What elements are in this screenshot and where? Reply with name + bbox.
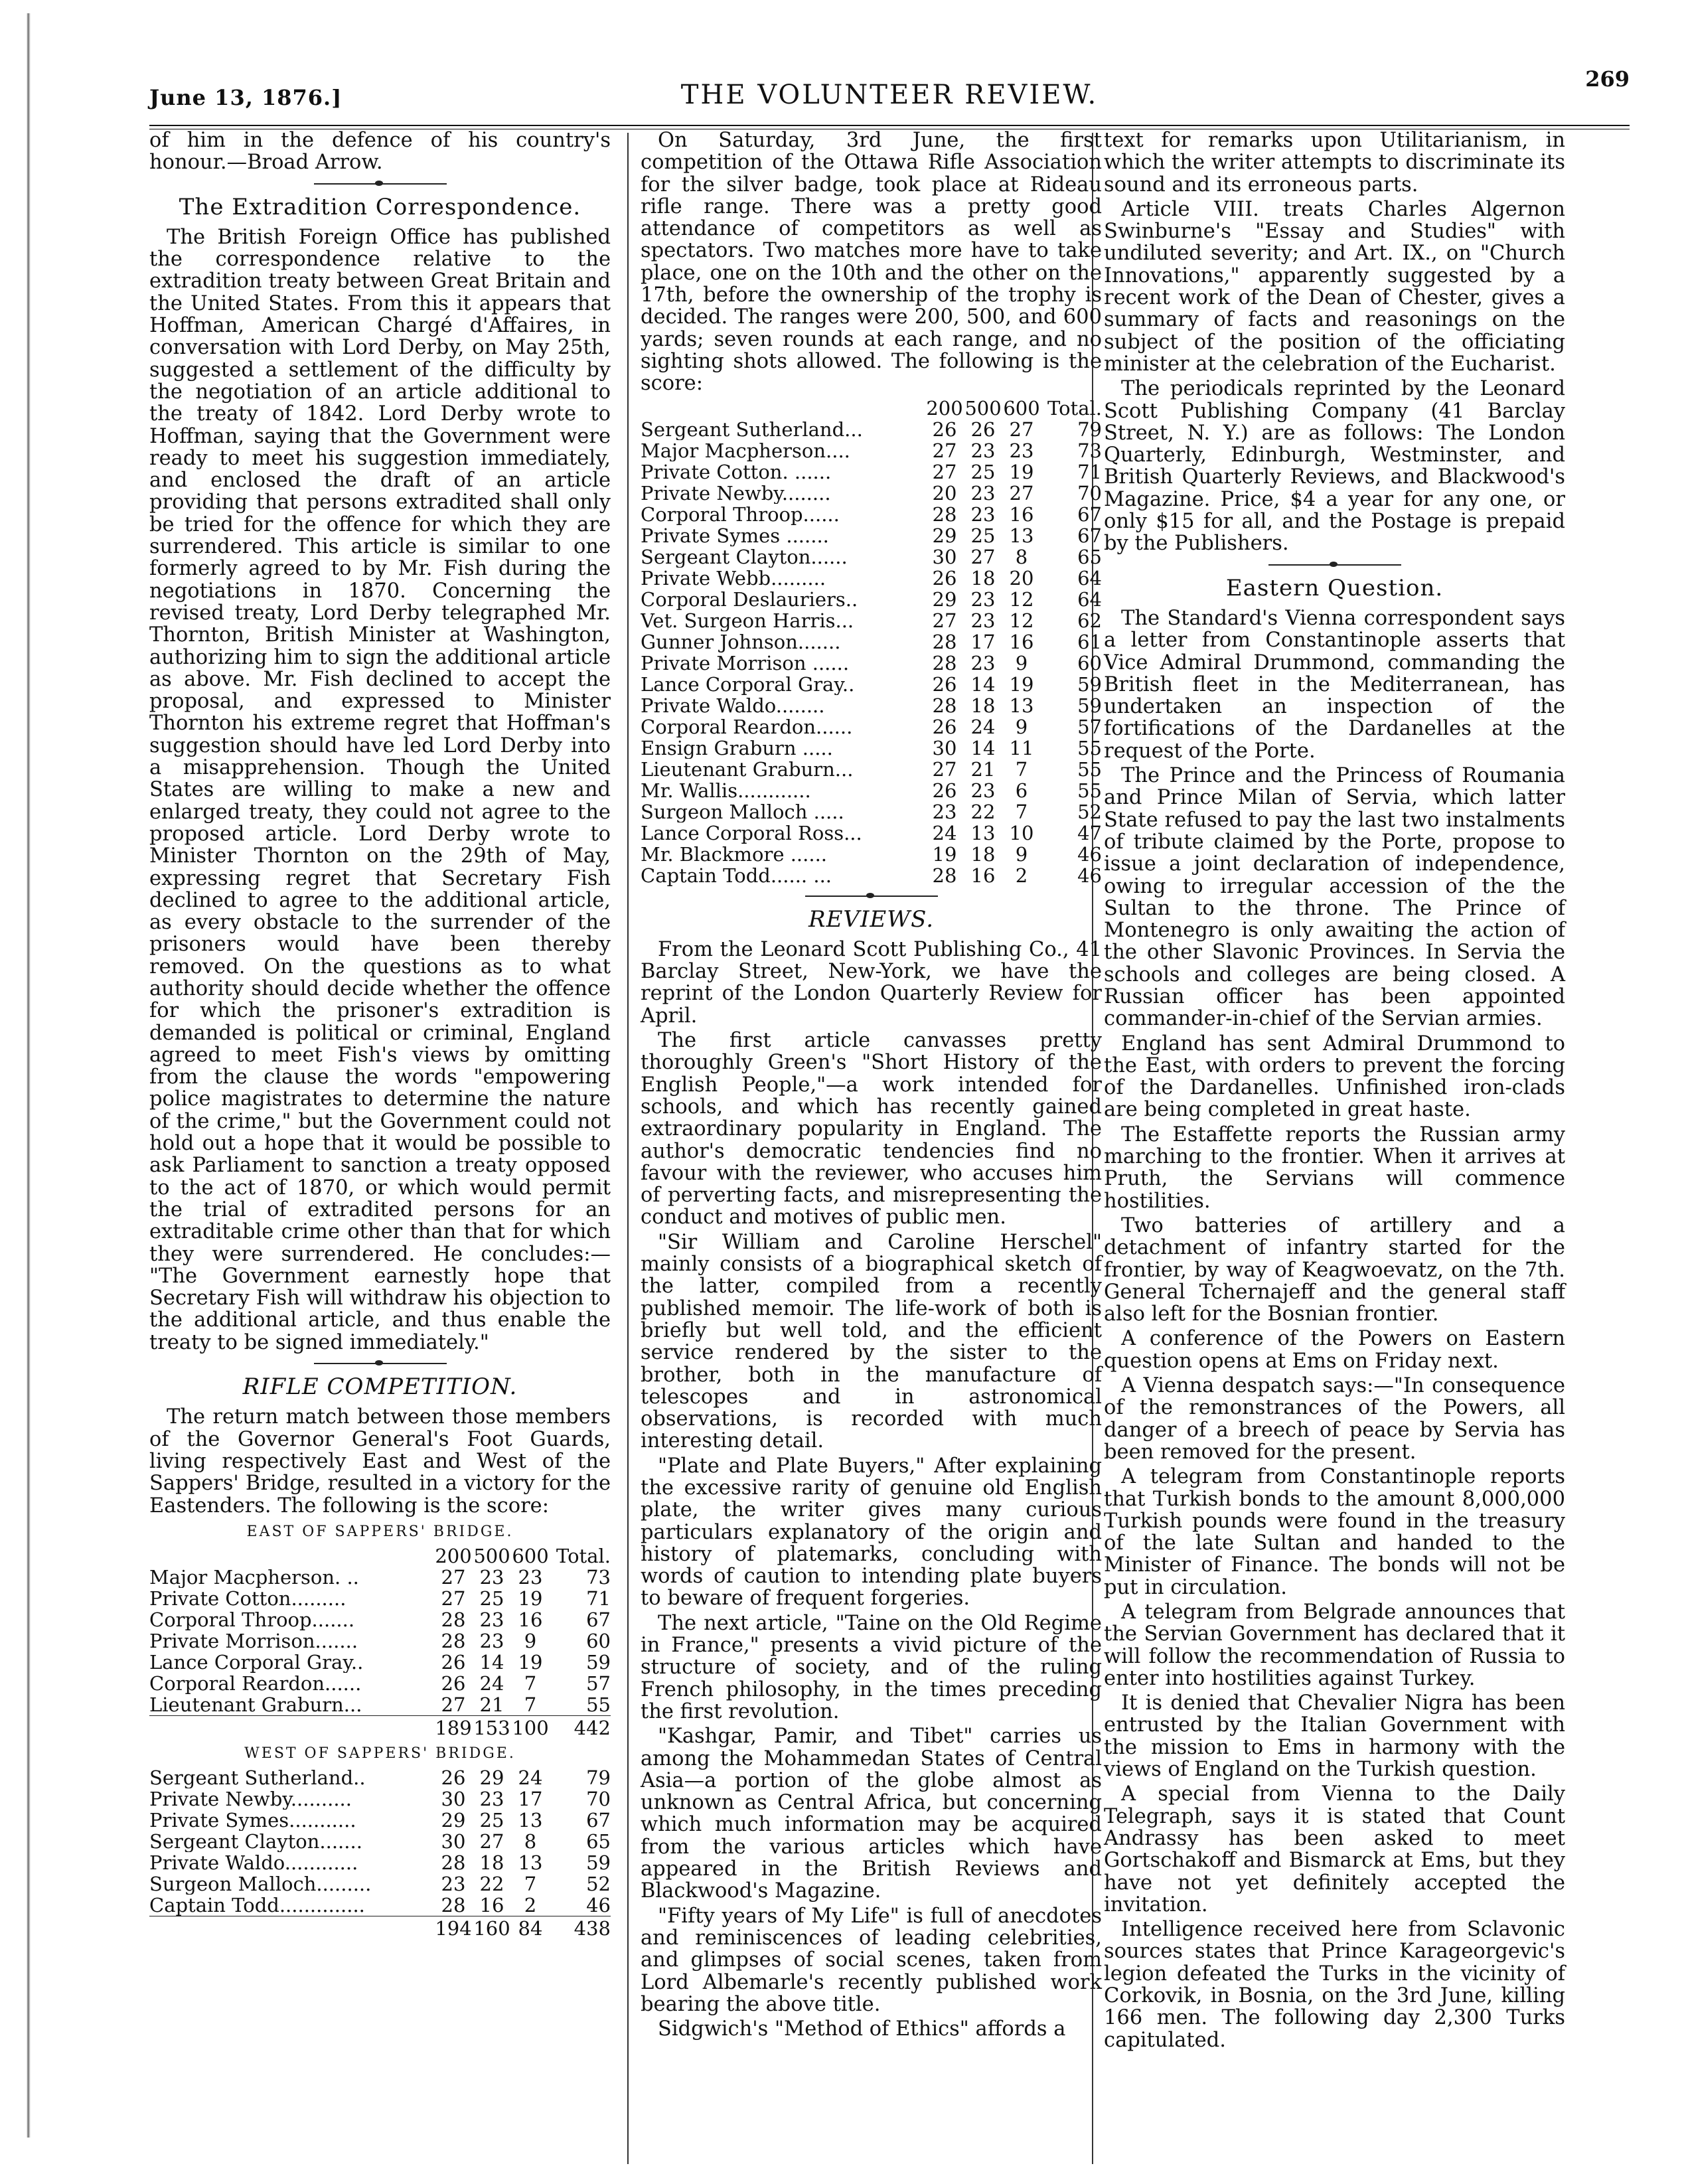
news-paragraph: The Prince and the Princess of Roumania and Prince Milan of Servia, which latter State refused to pay the last two instalments of tribute claimed by the Porte, propose to issue a joint declaration of independence, owing to irregular accession of the the Sultan to the throne. The Prince of Montenegro is only awaiting the action of the other Slavonic Provinces. In Servia the schools and colleges are being closed. A Russian officer has been appointed commander-in-chief of the Servian armies. bbox=[1104, 764, 1565, 1031]
range-score: 23 bbox=[518, 1566, 543, 1589]
competitor-name: Captain Todd...... ... bbox=[641, 864, 832, 886]
range-score: 25 bbox=[970, 524, 996, 547]
news-paragraph: It is denied that Chevalier Nigra has been entrusted by the Italian Government with the mission to Ems in harmony with the views of England on the Turkish question. bbox=[1104, 1691, 1565, 1782]
range-score: 7 bbox=[1015, 800, 1028, 823]
total-score: 60 bbox=[1077, 651, 1102, 674]
table-row bbox=[641, 631, 1102, 653]
news-paragraph: Two batteries of artillery and a detachment of infantry started for the frontier, by way of Keagwoevatz, on the 7th. General Tchernajeff and the general staff also left for the Bosnian frontier. bbox=[1104, 1213, 1565, 1326]
range-score: 27 bbox=[1009, 418, 1034, 441]
range-score: 13 bbox=[970, 821, 996, 844]
range-score: 16 bbox=[1009, 503, 1034, 526]
table-total-row bbox=[149, 1716, 611, 1739]
range-score: 23 bbox=[1009, 439, 1034, 462]
total-score: 59 bbox=[1077, 672, 1102, 696]
range-score: 9 bbox=[1015, 842, 1028, 866]
reviews-heading: REVIEWS. bbox=[808, 905, 935, 933]
range-score: 29 bbox=[479, 1766, 504, 1790]
range-score: 2 bbox=[1015, 864, 1028, 887]
rifle-competition-heading: RIFLE COMPETITION. bbox=[242, 1373, 518, 1401]
table-row bbox=[149, 1630, 611, 1652]
range-score: 12 bbox=[1009, 587, 1034, 611]
table-row bbox=[641, 525, 1102, 546]
page-number: 269 bbox=[1585, 66, 1630, 92]
range-score: 28 bbox=[932, 694, 957, 717]
range-score: 26 bbox=[970, 418, 996, 441]
total-score: 55 bbox=[1077, 736, 1102, 759]
total-cell: 438 bbox=[550, 1916, 611, 1940]
news-paragraph: A special from Vienna to the Daily Telegraph, says it is stated that Count Andrassy has been asked to meet Gortschakoff and Bismarck at Ems, but they have not yet definitely accepted the invitation. bbox=[1104, 1782, 1565, 1916]
table-row bbox=[149, 1895, 611, 1916]
competitor-name: Private Waldo........ bbox=[641, 694, 825, 716]
range-score: 23 bbox=[970, 587, 996, 611]
table-row bbox=[641, 865, 1102, 886]
range-score: 18 bbox=[970, 842, 996, 866]
review-paragraph: The next article, "Taine on the Old Regime in France," presents a vivid picture of the structure of society, and of the ruling French philosophy, in the times preceding the first revolution. bbox=[641, 1611, 1102, 1723]
competitor-name: Private Morrison ...... bbox=[641, 652, 850, 674]
range-score: 28 bbox=[441, 1894, 466, 1917]
range-score: 18 bbox=[970, 566, 996, 589]
table-row bbox=[149, 1567, 611, 1588]
range-score: 9 bbox=[524, 1630, 537, 1653]
competitor-name: Corporal Deslauriers.. bbox=[641, 588, 858, 610]
range-score: 6 bbox=[1015, 779, 1028, 802]
column-1 bbox=[149, 129, 611, 1943]
range-score: 19 bbox=[1009, 672, 1034, 696]
total-score: 60 bbox=[586, 1630, 611, 1653]
column-header: 200 bbox=[435, 1545, 472, 1568]
total-score: 70 bbox=[1077, 481, 1102, 505]
east-table-label: EAST OF SAPPERS' BRIDGE. bbox=[246, 1523, 514, 1540]
review-paragraph: Sidgwich's "Method of Ethics" affords a bbox=[658, 2017, 1066, 2041]
total-score: 55 bbox=[586, 1693, 611, 1717]
column-header: Total. bbox=[556, 1545, 611, 1568]
range-score: 16 bbox=[518, 1608, 543, 1632]
range-score: 25 bbox=[479, 1809, 504, 1832]
west-score-rows bbox=[149, 1767, 611, 1916]
total-score: 65 bbox=[586, 1830, 611, 1853]
range-score: 9 bbox=[1015, 715, 1028, 738]
range-score: 23 bbox=[441, 1873, 466, 1896]
competitor-name: Corporal Throop...... bbox=[641, 503, 840, 525]
range-score: 28 bbox=[441, 1630, 466, 1653]
table-row bbox=[149, 1873, 611, 1895]
range-score: 23 bbox=[970, 439, 996, 462]
range-score: 13 bbox=[518, 1851, 543, 1875]
table-row bbox=[641, 546, 1102, 568]
news-paragraph: The Estaffette reports the Russian army marching to the frontier. When it arrives at Pruth, the Servians will commence hostilities. bbox=[1104, 1123, 1565, 1213]
table-total-row bbox=[149, 1916, 611, 1940]
column-header: Total. bbox=[1047, 396, 1102, 420]
range-score: 27 bbox=[441, 1693, 466, 1717]
total-score: 57 bbox=[1077, 715, 1102, 738]
competitor-name: Sergeant Sutherland.. bbox=[149, 1767, 366, 1789]
range-score: 30 bbox=[441, 1830, 466, 1853]
range-score: 20 bbox=[1009, 566, 1034, 589]
badge-score-rows bbox=[641, 419, 1102, 886]
total-score: 52 bbox=[1077, 800, 1102, 823]
news-paragraph: A Vienna despatch says:—"In consequence of the remonstrances of the Powers, all danger of a breech of peace by Servia has been removed for the present. bbox=[1104, 1374, 1565, 1464]
table-row bbox=[641, 801, 1102, 822]
total-cell: 194 bbox=[435, 1917, 472, 1940]
total-cell: 442 bbox=[550, 1716, 611, 1739]
range-score: 20 bbox=[932, 481, 957, 505]
total-score: 79 bbox=[586, 1766, 611, 1790]
article-tail: of him in the defence of his country's honour.—Broad Arrow. bbox=[149, 129, 611, 175]
competitor-name: Private Symes ....... bbox=[641, 524, 829, 546]
total-score: 65 bbox=[1077, 545, 1102, 568]
table-row bbox=[149, 1652, 611, 1673]
eastern-question-heading: Eastern Question. bbox=[1225, 574, 1444, 601]
range-score: 25 bbox=[479, 1587, 504, 1610]
table-row bbox=[641, 504, 1102, 525]
range-score: 7 bbox=[524, 1873, 537, 1896]
range-score: 22 bbox=[970, 800, 996, 823]
news-paragraph: England has sent Admiral Drummond to the East, with orders to prevent the forcing of the Dardanelles. Unfinished iron-clads are being completed in great haste. bbox=[1104, 1032, 1565, 1122]
range-score: 23 bbox=[970, 779, 996, 802]
range-score: 27 bbox=[970, 545, 996, 568]
east-score-table bbox=[149, 1545, 611, 1739]
range-score: 7 bbox=[524, 1693, 537, 1717]
range-score: 29 bbox=[932, 587, 957, 611]
range-score: 26 bbox=[932, 418, 957, 441]
review-paragraph: "Plate and Plate Buyers," After explaining the excessive rarity of genuine old English plate, the writer gives many curious particulars explanatory of the origin and history of platemarks, concluding with words of caution to intending plate buyers to beware of frequent forgeries. bbox=[641, 1454, 1102, 1610]
range-score: 28 bbox=[932, 651, 957, 674]
total-score: 67 bbox=[586, 1809, 611, 1832]
news-paragraph: A telegram from Constantinople reports that Turkish bonds to the amount 8,000,000 Turkish pounds were found in the treasury of the late Sultan and handed to the Minister of Finance. The bonds will not be put in circulation. bbox=[1104, 1465, 1565, 1599]
competitor-name: Gunner Johnson....... bbox=[641, 631, 841, 653]
news-paragraph: Intelligence received here from Sclavonic sources states that Prince Karageorgevic's legion defeated the Turks in the vicinity of Corkovik, in Bosnia, on the 3rd June, killing 166 men. The following day 2,300 Turks capitulated. bbox=[1104, 1918, 1565, 2052]
range-score: 21 bbox=[479, 1693, 504, 1717]
badge-competition-paragraph: On Saturday, 3rd June, the first competition of the Ottawa Rifle Association for the silver badge, took place at Rideau rifle range. There was a pretty good attendance of competitors as well as spectators. Two matches more have to take place, one on the 10th and the other on the 17th, before the ownership of the trophy is decided. The ranges were 200, 500, and 600 yards; seven rounds at each range, and no sighting shots allowed. The following is the score: bbox=[641, 129, 1102, 396]
table-row bbox=[149, 1831, 611, 1852]
total-score: 59 bbox=[1077, 694, 1102, 717]
competitor-name: Major Macpherson. .. bbox=[149, 1567, 359, 1589]
total-score: 79 bbox=[1077, 418, 1102, 441]
news-paragraph: The Standard's Vienna correspondent says a letter from Constantinople asserts that Vice Admiral Drummond, commanding the British fleet in the Mediterranean, has undertaken an inspection of the fortifications of the Dardanelles at the request of the Porte. bbox=[1104, 606, 1565, 763]
total-score: 67 bbox=[586, 1608, 611, 1632]
competitor-name: Lance Corporal Gray.. bbox=[149, 1652, 364, 1674]
range-score: 10 bbox=[1009, 821, 1034, 844]
range-score: 16 bbox=[1009, 630, 1034, 653]
total-score: 62 bbox=[1077, 609, 1102, 632]
total-score: 73 bbox=[1077, 439, 1102, 462]
total-score: 46 bbox=[1077, 864, 1102, 887]
range-score: 23 bbox=[970, 651, 996, 674]
range-score: 19 bbox=[932, 842, 957, 866]
competitor-name: Surgeon Malloch......... bbox=[149, 1873, 372, 1895]
range-score: 26 bbox=[441, 1651, 466, 1674]
review-paragraph: From the Leonard Scott Publishing Co., 41 Barclay Street, New-York, we have the reprint of the London Quarterly Review for April. bbox=[641, 937, 1102, 1028]
competitor-name: Corporal Throop....... bbox=[149, 1609, 355, 1631]
range-score: 27 bbox=[441, 1587, 466, 1610]
table-row bbox=[641, 461, 1102, 483]
range-score: 27 bbox=[441, 1566, 466, 1589]
range-score: 19 bbox=[518, 1651, 543, 1674]
range-score: 24 bbox=[932, 821, 957, 844]
review-paragraph: Article VIII. treats Charles Algernon Swinburne's "Essay and Studies" with undiluted severity; and Art. IX., on "Church Innovations," apparently suggested by a recent work of the Dean of Chester, gives a summary of facts and reasonings on the subject of the position of the officiating minister at the celebration of the Eucharist. bbox=[1104, 197, 1565, 376]
range-score: 26 bbox=[441, 1672, 466, 1695]
competitor-name: Major Macpherson.... bbox=[641, 439, 850, 461]
table-row bbox=[641, 844, 1102, 865]
range-score: 26 bbox=[932, 672, 957, 696]
competitor-name: Sergeant Clayton...... bbox=[641, 546, 848, 568]
range-score: 19 bbox=[1009, 460, 1034, 483]
issue-date: June 13, 1876.] bbox=[149, 85, 343, 110]
total-cell: 100 bbox=[512, 1717, 549, 1740]
table-row bbox=[641, 610, 1102, 631]
total-cell: 189 bbox=[435, 1717, 472, 1740]
total-score: 73 bbox=[586, 1566, 611, 1589]
range-score: 30 bbox=[441, 1788, 466, 1811]
range-score: 13 bbox=[1009, 694, 1034, 717]
total-score: 46 bbox=[586, 1894, 611, 1917]
column-header: 500 bbox=[964, 396, 1002, 420]
competitor-name: Captain Todd.............. bbox=[149, 1895, 365, 1916]
total-score: 61 bbox=[1077, 630, 1102, 653]
range-score: 24 bbox=[479, 1672, 504, 1695]
total-score: 70 bbox=[586, 1788, 611, 1811]
extradition-paragraph: The British Foreign Office has published the correspondence relative to the extradition treaty between Great Britain and the United States. From this it appears that Hoffman, American Chargé d'Affaires, in conversation with Lord Derby, on May 25th, suggested a settlement of the difficulty by the negotiation of an article additional to the treaty of 1842. Lord Derby wrote to Hoffman, saying that the Government were ready to meet his suggestion immediately, and enclosed the draft of an article providing that persons extradited shall only be tried for the offence for which they are surrendered. This article is similar to one formerly agreed to by Mr. Fish during the negotiations in 1870. Concerning the revised treaty, Lord Derby telegraphed Mr. Thornton, British Minister at Washington, authorizing him to sign the additional article as above. Mr. Fish declined to accept the proposal, and expressed to Minister Thornton his extreme regret that Hoffman's suggestion should have led Lord Derby into a misapprehension. Though the United States are willing to make a new and enlarged treaty, they could not agree to the proposed article. Lord Derby wrote to Minister Thornton on the 29th of May, expressing regret that Secretary Fish declined to agree to the additional article, as every obstacle to the surrender of the prisoners would have been thereby removed. On the questions as to what authority should decide whether the offence for which the prisoner's extradition is demanded is political or criminal, England agreed to meet Fish's views by omitting from the clause the words "empowering police magistrates to determine the nature of the crime," but the Government could not hold out a hope that it would be possible to ask Parliament to sanction a treaty opposed to the act of 1870, or which would permit the trial of extradited persons for an extraditable crime other than that for which they were surrendered. He concludes:— "The Government earnestly hope that Secretary Fish will withdraw his objection to the additional article, and thus enable the treaty to be signed immediately." bbox=[149, 225, 611, 1354]
range-score: 28 bbox=[441, 1851, 466, 1875]
table-row bbox=[641, 419, 1102, 440]
range-score: 27 bbox=[932, 609, 957, 632]
range-score: 23 bbox=[932, 800, 957, 823]
competitor-name: Surgeon Malloch ..... bbox=[641, 801, 844, 822]
competitor-name: Sergeant Clayton....... bbox=[149, 1831, 362, 1853]
competitor-name: Private Webb......... bbox=[641, 567, 826, 589]
table-row bbox=[641, 759, 1102, 780]
competitor-name: Mr. Wallis............ bbox=[641, 779, 811, 801]
range-score: 29 bbox=[441, 1809, 466, 1832]
range-score: 13 bbox=[518, 1809, 543, 1832]
range-score: 27 bbox=[932, 439, 957, 462]
competitor-name: Private Symes........... bbox=[149, 1810, 356, 1832]
total-cell: 84 bbox=[511, 1916, 550, 1940]
table-row bbox=[641, 738, 1102, 759]
news-paragraph: A conference of the Powers on Eastern question opens at Ems on Friday next. bbox=[1104, 1327, 1565, 1373]
range-score: 8 bbox=[1015, 545, 1028, 568]
column-2 bbox=[641, 129, 1102, 2043]
competitor-name: Lieutenant Graburn... bbox=[641, 758, 854, 780]
review-paragraph: "Kashgar, Pamir, and Tibet" carries us among the Mohammedan States of Central Asia—a portion of the globe almost as unknown as Central Africa, but concerning which much information may be acquired from the various articles which have appeared in the British Reviews and Blackwood's Magazine. bbox=[641, 1725, 1102, 1903]
column-header: 600 bbox=[1003, 396, 1040, 420]
range-score: 7 bbox=[1015, 757, 1028, 781]
table-row bbox=[149, 1673, 611, 1694]
competitor-name: Private Cotton. ...... bbox=[641, 461, 832, 483]
column-3 bbox=[1104, 129, 1565, 2054]
competitor-name: Private Cotton......... bbox=[149, 1588, 346, 1610]
range-score: 27 bbox=[932, 757, 957, 781]
competitor-name: Private Waldo............ bbox=[149, 1852, 358, 1874]
review-paragraph: "Fifty years of My Life" is full of anecdotes and reminiscences of leading celebrities, and glimpses of social scenes, taken from Lord Albemarle's recently published work bearing the above title. bbox=[641, 1904, 1102, 2016]
competitor-name: Corporal Reardon...... bbox=[641, 716, 853, 738]
table-row bbox=[149, 1588, 611, 1609]
west-table-label: WEST OF SAPPERS' BRIDGE. bbox=[244, 1745, 516, 1762]
review-continuation: text for remarks upon Utilitarianism, in which the writer attempts to discriminate its sound and its erroneous parts. bbox=[1104, 129, 1565, 196]
total-score: 64 bbox=[1077, 566, 1102, 589]
table-row bbox=[149, 1694, 611, 1716]
range-score: 14 bbox=[479, 1651, 504, 1674]
range-score: 17 bbox=[518, 1788, 543, 1811]
range-score: 11 bbox=[1009, 736, 1034, 759]
review-paragraph: "Sir William and Caroline Herschel" mainly consists of a biographical sketch of the latter, compiled from a recently published memoir. The life-work of both is briefly but well told, and the efficient service rendered by the sister to the brother, both in the manufacture of telescopes and in astronomical observations, is recorded with much interesting detail. bbox=[641, 1230, 1102, 1453]
table-row bbox=[149, 1788, 611, 1810]
table-row bbox=[641, 440, 1102, 461]
total-score: 55 bbox=[1077, 779, 1102, 802]
rifle-paragraph: The return match between those members of the Governor General's Foot Guards, living respectively East and West of the Sappers' Bridge, resulted in a victory for the Eastenders. The following is the score: bbox=[149, 1405, 611, 1518]
range-score: 17 bbox=[970, 630, 996, 653]
table-row bbox=[641, 716, 1102, 738]
range-score: 23 bbox=[479, 1788, 504, 1811]
table-row bbox=[641, 589, 1102, 610]
total-score: 55 bbox=[1077, 757, 1102, 781]
extradition-heading: The Extradition Correspondence. bbox=[179, 193, 581, 220]
range-score: 22 bbox=[479, 1873, 504, 1896]
range-score: 24 bbox=[970, 715, 996, 738]
competitor-name: Lieutenant Graburn... bbox=[149, 1694, 362, 1716]
range-score: 14 bbox=[970, 672, 996, 696]
range-score: 23 bbox=[479, 1566, 504, 1589]
table-row bbox=[149, 1810, 611, 1831]
total-score: 71 bbox=[1077, 460, 1102, 483]
range-score: 23 bbox=[970, 481, 996, 505]
range-score: 18 bbox=[970, 694, 996, 717]
column-header: 600 bbox=[512, 1545, 549, 1568]
range-score: 23 bbox=[479, 1608, 504, 1632]
total-score: 67 bbox=[1077, 524, 1102, 547]
range-score: 29 bbox=[932, 524, 957, 547]
range-score: 30 bbox=[932, 736, 957, 759]
table-row bbox=[641, 674, 1102, 695]
total-score: 52 bbox=[586, 1873, 611, 1896]
range-score: 8 bbox=[524, 1830, 537, 1853]
total-score: 64 bbox=[1077, 587, 1102, 611]
table-row bbox=[641, 568, 1102, 589]
range-score: 28 bbox=[932, 864, 957, 887]
range-score: 26 bbox=[932, 566, 957, 589]
range-score: 25 bbox=[970, 460, 996, 483]
total-score: 59 bbox=[586, 1851, 611, 1875]
table-row bbox=[149, 1852, 611, 1873]
range-score: 23 bbox=[970, 503, 996, 526]
range-score: 7 bbox=[524, 1672, 537, 1695]
total-score: 57 bbox=[586, 1672, 611, 1695]
section-separator bbox=[314, 183, 447, 187]
table-row bbox=[641, 695, 1102, 716]
table-row bbox=[149, 1767, 611, 1788]
range-score: 16 bbox=[479, 1894, 504, 1917]
publication-title: THE VOLUNTEER REVIEW. bbox=[680, 80, 1099, 110]
range-score: 24 bbox=[518, 1766, 543, 1790]
range-score: 18 bbox=[479, 1851, 504, 1875]
range-score: 13 bbox=[1009, 524, 1034, 547]
table-row bbox=[149, 1609, 611, 1630]
column-divider bbox=[627, 133, 629, 2164]
table-row bbox=[641, 822, 1102, 844]
competitor-name: Vet. Surgeon Harris... bbox=[641, 609, 854, 631]
total-score: 59 bbox=[586, 1651, 611, 1674]
range-score: 21 bbox=[970, 757, 996, 781]
range-score: 9 bbox=[1015, 651, 1028, 674]
section-separator bbox=[1268, 564, 1401, 568]
west-score-table bbox=[149, 1767, 611, 1939]
range-score: 28 bbox=[932, 630, 957, 653]
range-score: 30 bbox=[932, 545, 957, 568]
total-score: 71 bbox=[586, 1587, 611, 1610]
range-score: 12 bbox=[1009, 609, 1034, 632]
range-score: 28 bbox=[441, 1608, 466, 1632]
total-score: 47 bbox=[1077, 821, 1102, 844]
competitor-name: Lance Corporal Gray.. bbox=[641, 673, 855, 695]
page-header bbox=[149, 66, 1630, 119]
range-score: 23 bbox=[970, 609, 996, 632]
range-score: 16 bbox=[970, 864, 996, 887]
badge-score-table bbox=[641, 398, 1102, 886]
competitor-name: Lance Corporal Ross... bbox=[641, 822, 862, 844]
east-score-rows bbox=[149, 1567, 611, 1716]
range-score: 14 bbox=[970, 736, 996, 759]
competitor-name: Mr. Blackmore ...... bbox=[641, 843, 828, 865]
range-score: 28 bbox=[932, 503, 957, 526]
total-cell: 153 bbox=[473, 1717, 510, 1740]
competitor-name: Sergeant Sutherland... bbox=[641, 418, 863, 440]
column-header: 500 bbox=[473, 1545, 510, 1568]
range-score: 27 bbox=[1009, 481, 1034, 505]
range-score: 27 bbox=[479, 1830, 504, 1853]
competitor-name: Corporal Reardon...... bbox=[149, 1673, 362, 1695]
total-score: 67 bbox=[1077, 503, 1102, 526]
table-row bbox=[641, 653, 1102, 674]
competitor-name: Private Newby.......... bbox=[149, 1788, 352, 1810]
total-cell: 160 bbox=[473, 1917, 510, 1940]
binding-edge-line bbox=[27, 13, 31, 2138]
range-score: 26 bbox=[932, 779, 957, 802]
review-paragraph: The periodicals reprinted by the Leonard Scott Publishing Company (41 Barclay Street, N. Y.) are as follows: The London Quarterly, Edinburgh, Westminster, and British Quarterly Reviews, and Blackwood's Magazine. Price, $4 a year for any one, or only $15 for all, and the Postage is prepaid by the Publishers. bbox=[1104, 377, 1565, 556]
table-row bbox=[641, 483, 1102, 504]
news-paragraph: A telegram from Belgrade announces that the Servian Government has declared that it will follow the recommendation of Russia to enter into hostilities against Turkey. bbox=[1104, 1600, 1565, 1690]
table-row bbox=[641, 780, 1102, 801]
section-separator bbox=[314, 1363, 447, 1367]
section-separator bbox=[805, 896, 938, 899]
competitor-name: Ensign Graburn ..... bbox=[641, 737, 833, 759]
range-score: 26 bbox=[932, 715, 957, 738]
review-paragraph: The first article canvasses pretty thoroughly Green's "Short History of the English People,"—a work intended for schools, and which has recently gained extraordinary popularity in England. The author's democratic tendencies find no favour with the reviewer, who accuses him of perverting facts, and misrepresenting the conduct and motives of public men. bbox=[641, 1029, 1102, 1229]
range-score: 19 bbox=[518, 1587, 543, 1610]
range-score: 23 bbox=[479, 1630, 504, 1653]
range-score: 26 bbox=[441, 1766, 466, 1790]
total-score: 46 bbox=[1077, 842, 1102, 866]
column-header: 200 bbox=[926, 396, 963, 420]
competitor-name: Private Morrison....... bbox=[149, 1630, 358, 1652]
competitor-name: Private Newby........ bbox=[641, 482, 831, 504]
range-score: 2 bbox=[524, 1894, 537, 1917]
range-score: 27 bbox=[932, 460, 957, 483]
